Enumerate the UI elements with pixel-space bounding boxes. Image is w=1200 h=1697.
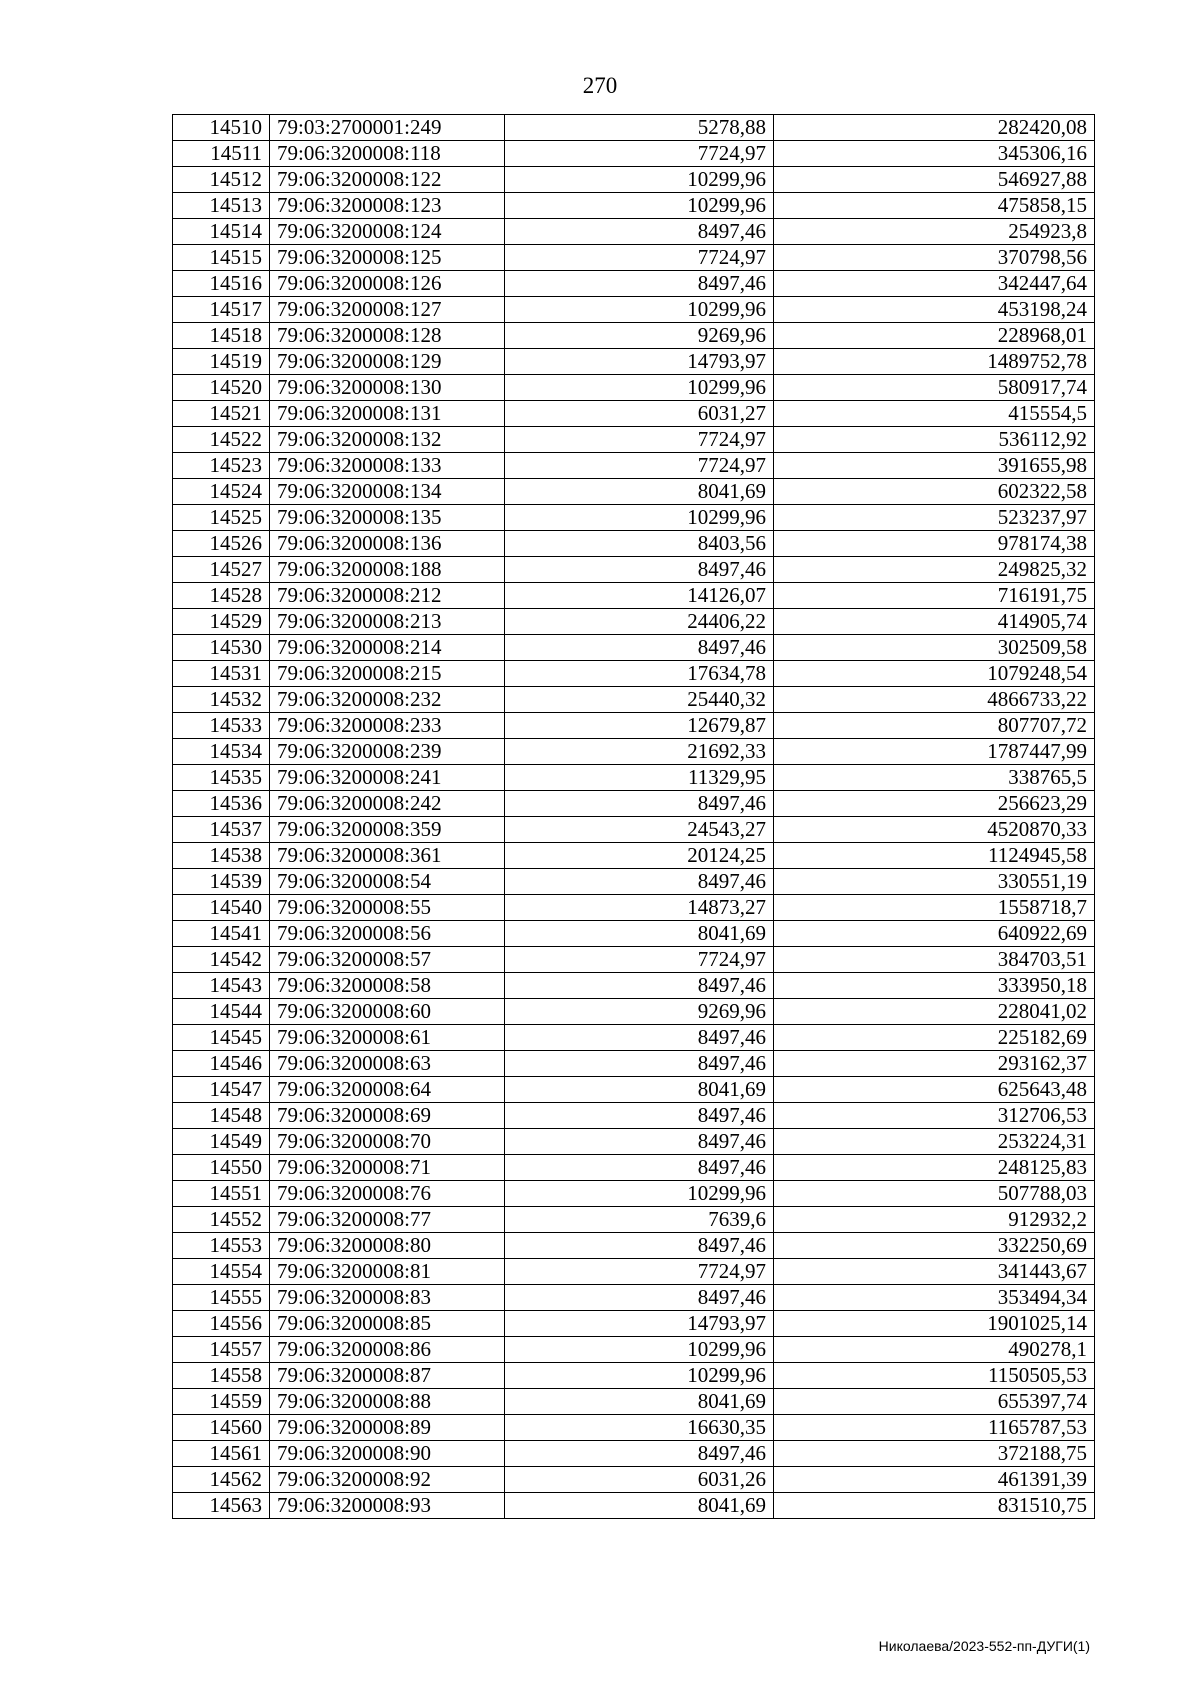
value-cell: 475858,15 (774, 193, 1095, 219)
area-cell: 10299,96 (505, 297, 774, 323)
cadastral-number-cell: 79:06:3200008:77 (270, 1207, 505, 1233)
table-row (173, 505, 1095, 531)
area-cell: 14126,07 (505, 583, 774, 609)
cadastral-number-cell: 79:06:3200008:359 (270, 817, 505, 843)
row-number-cell: 14530 (173, 635, 270, 661)
table-row (173, 1467, 1095, 1493)
table-row (173, 1415, 1095, 1441)
table-row (173, 427, 1095, 453)
row-number-cell: 14546 (173, 1051, 270, 1077)
table-body (173, 115, 1095, 1519)
value-cell: 4520870,33 (774, 817, 1095, 843)
cadastral-number-cell: 79:06:3200008:60 (270, 999, 505, 1025)
value-cell: 912932,2 (774, 1207, 1095, 1233)
table-row (173, 479, 1095, 505)
area-cell: 8497,46 (505, 1233, 774, 1259)
cadastral-number-cell: 79:06:3200008:64 (270, 1077, 505, 1103)
value-cell: 414905,74 (774, 609, 1095, 635)
row-number-cell: 14548 (173, 1103, 270, 1129)
table-row (173, 1025, 1095, 1051)
row-number-cell: 14563 (173, 1493, 270, 1519)
row-number-cell: 14522 (173, 427, 270, 453)
table-row (173, 1337, 1095, 1363)
area-cell: 20124,25 (505, 843, 774, 869)
cadastral-number-cell: 79:06:3200008:81 (270, 1259, 505, 1285)
cadastral-table (172, 114, 1095, 1519)
area-cell: 8497,46 (505, 1025, 774, 1051)
area-cell: 10299,96 (505, 1363, 774, 1389)
row-number-cell: 14519 (173, 349, 270, 375)
value-cell: 372188,75 (774, 1441, 1095, 1467)
area-cell: 14793,97 (505, 1311, 774, 1337)
cadastral-number-cell: 79:06:3200008:213 (270, 609, 505, 635)
value-cell: 254923,8 (774, 219, 1095, 245)
area-cell: 10299,96 (505, 193, 774, 219)
area-cell: 7639,6 (505, 1207, 774, 1233)
cadastral-number-cell: 79:06:3200008:232 (270, 687, 505, 713)
row-number-cell: 14545 (173, 1025, 270, 1051)
value-cell: 716191,75 (774, 583, 1095, 609)
value-cell: 1150505,53 (774, 1363, 1095, 1389)
area-cell: 10299,96 (505, 1181, 774, 1207)
table-row (173, 245, 1095, 271)
area-cell: 8041,69 (505, 1389, 774, 1415)
table-row (173, 323, 1095, 349)
row-number-cell: 14524 (173, 479, 270, 505)
cadastral-number-cell: 79:06:3200008:86 (270, 1337, 505, 1363)
cadastral-number-cell: 79:06:3200008:127 (270, 297, 505, 323)
table-row (173, 1311, 1095, 1337)
value-cell: 342447,64 (774, 271, 1095, 297)
row-number-cell: 14511 (173, 141, 270, 167)
value-cell: 332250,69 (774, 1233, 1095, 1259)
table-row (173, 1181, 1095, 1207)
cadastral-number-cell: 79:06:3200008:136 (270, 531, 505, 557)
value-cell: 1489752,78 (774, 349, 1095, 375)
value-cell: 655397,74 (774, 1389, 1095, 1415)
area-cell: 6031,27 (505, 401, 774, 427)
value-cell: 333950,18 (774, 973, 1095, 999)
value-cell: 453198,24 (774, 297, 1095, 323)
value-cell: 345306,16 (774, 141, 1095, 167)
area-cell: 24543,27 (505, 817, 774, 843)
value-cell: 602322,58 (774, 479, 1095, 505)
area-cell: 25440,32 (505, 687, 774, 713)
area-cell: 9269,96 (505, 323, 774, 349)
area-cell: 8041,69 (505, 1493, 774, 1519)
area-cell: 8497,46 (505, 1441, 774, 1467)
row-number-cell: 14536 (173, 791, 270, 817)
cadastral-number-cell: 79:03:2700001:249 (270, 115, 505, 141)
table-row (173, 1103, 1095, 1129)
table-row (173, 1363, 1095, 1389)
table-row (173, 947, 1095, 973)
cadastral-number-cell: 79:06:3200008:88 (270, 1389, 505, 1415)
cadastral-number-cell: 79:06:3200008:55 (270, 895, 505, 921)
row-number-cell: 14544 (173, 999, 270, 1025)
table-row (173, 973, 1095, 999)
area-cell: 8403,56 (505, 531, 774, 557)
value-cell: 1124945,58 (774, 843, 1095, 869)
value-cell: 580917,74 (774, 375, 1095, 401)
cadastral-number-cell: 79:06:3200008:214 (270, 635, 505, 661)
table-row (173, 271, 1095, 297)
table-row (173, 219, 1095, 245)
row-number-cell: 14516 (173, 271, 270, 297)
cadastral-number-cell: 79:06:3200008:212 (270, 583, 505, 609)
area-cell: 8497,46 (505, 557, 774, 583)
value-cell: 225182,69 (774, 1025, 1095, 1051)
row-number-cell: 14532 (173, 687, 270, 713)
row-number-cell: 14535 (173, 765, 270, 791)
row-number-cell: 14553 (173, 1233, 270, 1259)
area-cell: 7724,97 (505, 427, 774, 453)
area-cell: 7724,97 (505, 245, 774, 271)
value-cell: 807707,72 (774, 713, 1095, 739)
cadastral-number-cell: 79:06:3200008:63 (270, 1051, 505, 1077)
table-row (173, 375, 1095, 401)
cadastral-number-cell: 79:06:3200008:124 (270, 219, 505, 245)
cadastral-number-cell: 79:06:3200008:123 (270, 193, 505, 219)
area-cell: 5278,88 (505, 115, 774, 141)
row-number-cell: 14514 (173, 219, 270, 245)
table-row (173, 167, 1095, 193)
value-cell: 228041,02 (774, 999, 1095, 1025)
area-cell: 6031,26 (505, 1467, 774, 1493)
cadastral-number-cell: 79:06:3200008:242 (270, 791, 505, 817)
cadastral-number-cell: 79:06:3200008:83 (270, 1285, 505, 1311)
area-cell: 7724,97 (505, 141, 774, 167)
row-number-cell: 14557 (173, 1337, 270, 1363)
cadastral-number-cell: 79:06:3200008:54 (270, 869, 505, 895)
value-cell: 625643,48 (774, 1077, 1095, 1103)
area-cell: 8497,46 (505, 1129, 774, 1155)
cadastral-number-cell: 79:06:3200008:133 (270, 453, 505, 479)
table-row (173, 765, 1095, 791)
value-cell: 415554,5 (774, 401, 1095, 427)
row-number-cell: 14556 (173, 1311, 270, 1337)
table-row (173, 531, 1095, 557)
row-number-cell: 14543 (173, 973, 270, 999)
table-row (173, 791, 1095, 817)
area-cell: 7724,97 (505, 453, 774, 479)
cadastral-number-cell: 79:06:3200008:125 (270, 245, 505, 271)
value-cell: 330551,19 (774, 869, 1095, 895)
row-number-cell: 14518 (173, 323, 270, 349)
row-number-cell: 14558 (173, 1363, 270, 1389)
area-cell: 21692,33 (505, 739, 774, 765)
row-number-cell: 14510 (173, 115, 270, 141)
value-cell: 249825,32 (774, 557, 1095, 583)
cadastral-number-cell: 79:06:3200008:70 (270, 1129, 505, 1155)
cadastral-number-cell: 79:06:3200008:89 (270, 1415, 505, 1441)
table-row (173, 843, 1095, 869)
table-row (173, 999, 1095, 1025)
table-row (173, 349, 1095, 375)
cadastral-number-cell: 79:06:3200008:80 (270, 1233, 505, 1259)
cadastral-number-cell: 79:06:3200008:85 (270, 1311, 505, 1337)
cadastral-number-cell: 79:06:3200008:241 (270, 765, 505, 791)
value-cell: 391655,98 (774, 453, 1095, 479)
area-cell: 14793,97 (505, 349, 774, 375)
value-cell: 293162,37 (774, 1051, 1095, 1077)
area-cell: 8497,46 (505, 1051, 774, 1077)
row-number-cell: 14515 (173, 245, 270, 271)
row-number-cell: 14552 (173, 1207, 270, 1233)
table-row (173, 1077, 1095, 1103)
row-number-cell: 14539 (173, 869, 270, 895)
table-row (173, 687, 1095, 713)
value-cell: 256623,29 (774, 791, 1095, 817)
table-row (173, 141, 1095, 167)
value-cell: 312706,53 (774, 1103, 1095, 1129)
table-row (173, 921, 1095, 947)
table-row (173, 557, 1095, 583)
cadastral-number-cell: 79:06:3200008:58 (270, 973, 505, 999)
row-number-cell: 14513 (173, 193, 270, 219)
table-row (173, 453, 1095, 479)
table-row (173, 1051, 1095, 1077)
area-cell: 12679,87 (505, 713, 774, 739)
table-row (173, 1129, 1095, 1155)
row-number-cell: 14529 (173, 609, 270, 635)
row-number-cell: 14538 (173, 843, 270, 869)
value-cell: 536112,92 (774, 427, 1095, 453)
row-number-cell: 14525 (173, 505, 270, 531)
value-cell: 1079248,54 (774, 661, 1095, 687)
table-row (173, 895, 1095, 921)
cadastral-number-cell: 79:06:3200008:126 (270, 271, 505, 297)
table-row (173, 713, 1095, 739)
table-row (173, 1155, 1095, 1181)
area-cell: 10299,96 (505, 505, 774, 531)
row-number-cell: 14520 (173, 375, 270, 401)
cadastral-number-cell: 79:06:3200008:87 (270, 1363, 505, 1389)
area-cell: 7724,97 (505, 947, 774, 973)
value-cell: 461391,39 (774, 1467, 1095, 1493)
cadastral-number-cell: 79:06:3200008:132 (270, 427, 505, 453)
area-cell: 8041,69 (505, 479, 774, 505)
area-cell: 17634,78 (505, 661, 774, 687)
cadastral-number-cell: 79:06:3200008:128 (270, 323, 505, 349)
cadastral-number-cell: 79:06:3200008:233 (270, 713, 505, 739)
value-cell: 228968,01 (774, 323, 1095, 349)
value-cell: 370798,56 (774, 245, 1095, 271)
area-cell: 8497,46 (505, 1155, 774, 1181)
cadastral-number-cell: 79:06:3200008:135 (270, 505, 505, 531)
area-cell: 11329,95 (505, 765, 774, 791)
value-cell: 1787447,99 (774, 739, 1095, 765)
value-cell: 384703,51 (774, 947, 1095, 973)
row-number-cell: 14554 (173, 1259, 270, 1285)
cadastral-number-cell: 79:06:3200008:131 (270, 401, 505, 427)
table-row (173, 1285, 1095, 1311)
area-cell: 8497,46 (505, 1285, 774, 1311)
area-cell: 8041,69 (505, 921, 774, 947)
row-number-cell: 14540 (173, 895, 270, 921)
cadastral-number-cell: 79:06:3200008:90 (270, 1441, 505, 1467)
area-cell: 10299,96 (505, 375, 774, 401)
cadastral-number-cell: 79:06:3200008:61 (270, 1025, 505, 1051)
value-cell: 282420,08 (774, 115, 1095, 141)
value-cell: 4866733,22 (774, 687, 1095, 713)
row-number-cell: 14550 (173, 1155, 270, 1181)
area-cell: 7724,97 (505, 1259, 774, 1285)
cadastral-number-cell: 79:06:3200008:129 (270, 349, 505, 375)
value-cell: 353494,34 (774, 1285, 1095, 1311)
value-cell: 978174,38 (774, 531, 1095, 557)
cadastral-number-cell: 79:06:3200008:361 (270, 843, 505, 869)
area-cell: 8497,46 (505, 635, 774, 661)
table-row (173, 1441, 1095, 1467)
table-row (173, 817, 1095, 843)
cadastral-number-cell: 79:06:3200008:118 (270, 141, 505, 167)
cadastral-number-cell: 79:06:3200008:239 (270, 739, 505, 765)
value-cell: 831510,75 (774, 1493, 1095, 1519)
table-row (173, 193, 1095, 219)
row-number-cell: 14547 (173, 1077, 270, 1103)
area-cell: 8497,46 (505, 973, 774, 999)
cadastral-number-cell: 79:06:3200008:93 (270, 1493, 505, 1519)
row-number-cell: 14541 (173, 921, 270, 947)
cadastral-number-cell: 79:06:3200008:130 (270, 375, 505, 401)
table-row (173, 661, 1095, 687)
row-number-cell: 14559 (173, 1389, 270, 1415)
cadastral-number-cell: 79:06:3200008:56 (270, 921, 505, 947)
row-number-cell: 14534 (173, 739, 270, 765)
area-cell: 16630,35 (505, 1415, 774, 1441)
value-cell: 523237,97 (774, 505, 1095, 531)
area-cell: 8497,46 (505, 791, 774, 817)
row-number-cell: 14512 (173, 167, 270, 193)
row-number-cell: 14542 (173, 947, 270, 973)
table-row (173, 609, 1095, 635)
row-number-cell: 14523 (173, 453, 270, 479)
table-row (173, 869, 1095, 895)
row-number-cell: 14531 (173, 661, 270, 687)
row-number-cell: 14549 (173, 1129, 270, 1155)
table-row (173, 635, 1095, 661)
row-number-cell: 14537 (173, 817, 270, 843)
table-row (173, 1207, 1095, 1233)
cadastral-number-cell: 79:06:3200008:188 (270, 557, 505, 583)
row-number-cell: 14551 (173, 1181, 270, 1207)
row-number-cell: 14561 (173, 1441, 270, 1467)
value-cell: 507788,03 (774, 1181, 1095, 1207)
value-cell: 248125,83 (774, 1155, 1095, 1181)
value-cell: 302509,58 (774, 635, 1095, 661)
area-cell: 8497,46 (505, 1103, 774, 1129)
value-cell: 341443,67 (774, 1259, 1095, 1285)
cadastral-number-cell: 79:06:3200008:134 (270, 479, 505, 505)
table-row (173, 583, 1095, 609)
row-number-cell: 14528 (173, 583, 270, 609)
row-number-cell: 14527 (173, 557, 270, 583)
cadastral-number-cell: 79:06:3200008:122 (270, 167, 505, 193)
area-cell: 8497,46 (505, 869, 774, 895)
table-row (173, 1259, 1095, 1285)
table-row (173, 1493, 1095, 1519)
table-row (173, 401, 1095, 427)
area-cell: 14873,27 (505, 895, 774, 921)
cadastral-number-cell: 79:06:3200008:215 (270, 661, 505, 687)
table-row (173, 1389, 1095, 1415)
row-number-cell: 14560 (173, 1415, 270, 1441)
row-number-cell: 14555 (173, 1285, 270, 1311)
area-cell: 10299,96 (505, 167, 774, 193)
row-number-cell: 14533 (173, 713, 270, 739)
value-cell: 253224,31 (774, 1129, 1095, 1155)
cadastral-number-cell: 79:06:3200008:92 (270, 1467, 505, 1493)
value-cell: 1165787,53 (774, 1415, 1095, 1441)
area-cell: 8041,69 (505, 1077, 774, 1103)
table-row (173, 1233, 1095, 1259)
row-number-cell: 14517 (173, 297, 270, 323)
table-row (173, 739, 1095, 765)
area-cell: 8497,46 (505, 219, 774, 245)
value-cell: 1558718,7 (774, 895, 1095, 921)
value-cell: 640922,69 (774, 921, 1095, 947)
value-cell: 546927,88 (774, 167, 1095, 193)
row-number-cell: 14526 (173, 531, 270, 557)
table-row (173, 297, 1095, 323)
row-number-cell: 14562 (173, 1467, 270, 1493)
table-row (173, 115, 1095, 141)
area-cell: 9269,96 (505, 999, 774, 1025)
cadastral-number-cell: 79:06:3200008:69 (270, 1103, 505, 1129)
cadastral-number-cell: 79:06:3200008:76 (270, 1181, 505, 1207)
value-cell: 1901025,14 (774, 1311, 1095, 1337)
area-cell: 10299,96 (505, 1337, 774, 1363)
value-cell: 338765,5 (774, 765, 1095, 791)
document-footer: Николаева/2023-552-пп-ДУГИ(1) (878, 1638, 1090, 1654)
page-number: 270 (582, 73, 618, 98)
row-number-cell: 14521 (173, 401, 270, 427)
area-cell: 8497,46 (505, 271, 774, 297)
value-cell: 490278,1 (774, 1337, 1095, 1363)
area-cell: 24406,22 (505, 609, 774, 635)
cadastral-number-cell: 79:06:3200008:57 (270, 947, 505, 973)
cadastral-number-cell: 79:06:3200008:71 (270, 1155, 505, 1181)
